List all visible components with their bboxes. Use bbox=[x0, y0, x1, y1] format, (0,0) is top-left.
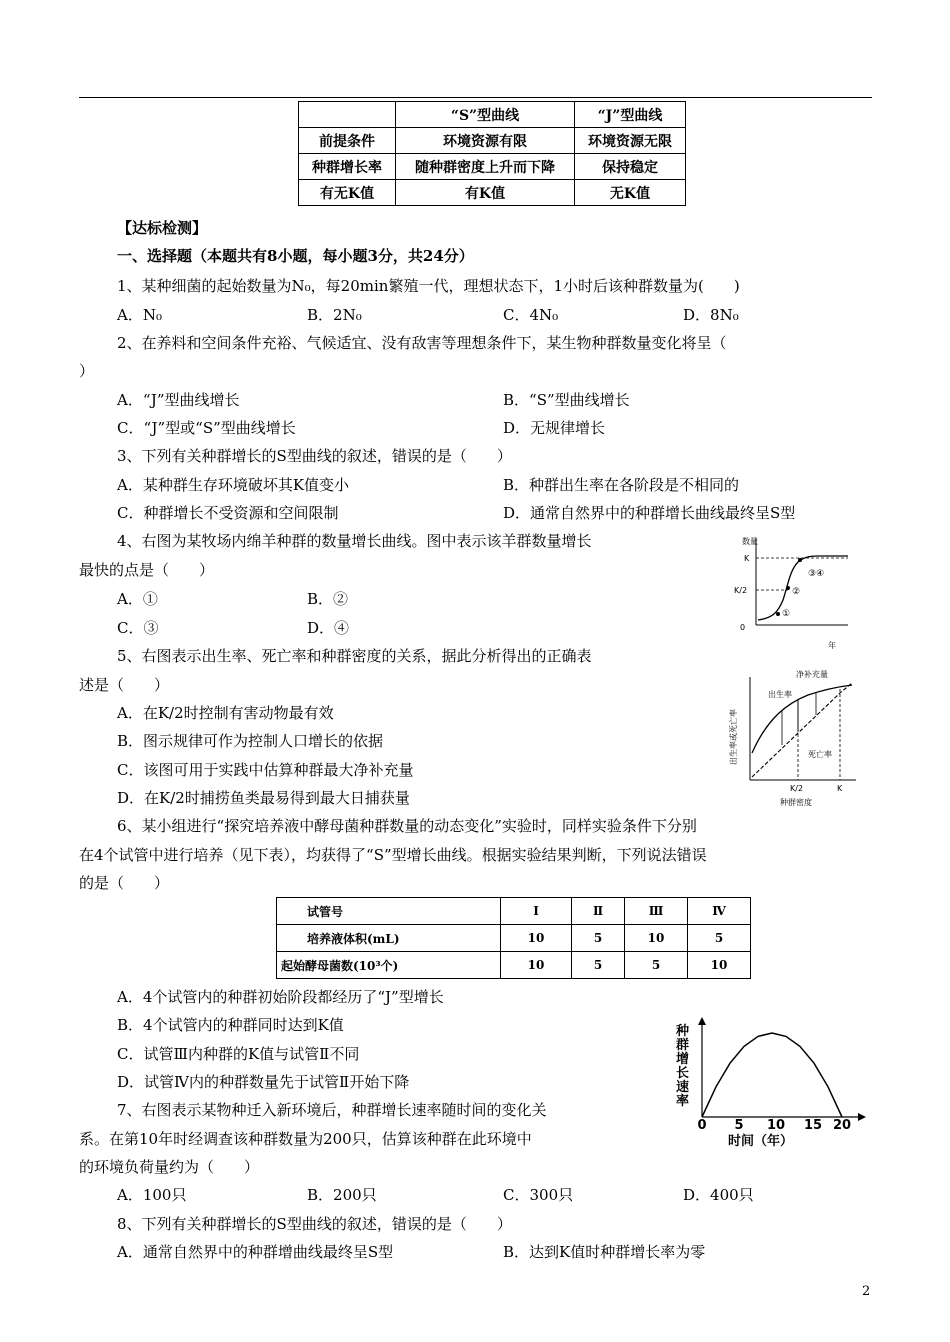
table-cell: 10 bbox=[625, 925, 688, 952]
q7-stem-cont-1: 系。在第10年时经调查该种群数量为200只，估算该种群在此环境中 bbox=[79, 1130, 532, 1148]
q4-option-b: B．② bbox=[307, 590, 349, 608]
q1-option-a: A．N₀ bbox=[117, 306, 162, 324]
table-cell: 随种群密度上升而下降 bbox=[396, 154, 575, 180]
fig4-point-1: ① bbox=[782, 609, 791, 619]
table-cell: “J”型曲线 bbox=[575, 102, 686, 128]
fig4-origin: 0 bbox=[740, 623, 746, 632]
q7-ylabel-char: 率 bbox=[676, 1094, 690, 1109]
fig4-point-2: ② bbox=[792, 587, 801, 597]
q7-tick-20: 20 bbox=[832, 1118, 852, 1133]
q7-xlabel: 时间（年） bbox=[728, 1134, 794, 1149]
q7-tick-10: 10 bbox=[766, 1118, 786, 1133]
section-title: 【达标检测】 bbox=[117, 219, 208, 237]
q1-option-d: D．8N₀ bbox=[683, 306, 739, 324]
q7-growth-rate-figure bbox=[668, 1015, 868, 1154]
table-cell: Ⅲ bbox=[625, 898, 688, 925]
table-cell: “S”型曲线 bbox=[396, 102, 575, 128]
table-cell: 10 bbox=[501, 952, 572, 979]
fig5-death-label: 死亡率 bbox=[808, 750, 832, 759]
q7-option-b: B．200只 bbox=[307, 1186, 377, 1204]
header-rule bbox=[79, 97, 872, 98]
table-cell: Ⅱ bbox=[572, 898, 625, 925]
q2-stem-cont: ） bbox=[79, 362, 95, 380]
fig4-ylabel: 数量 bbox=[742, 537, 758, 546]
yeast-table bbox=[276, 897, 751, 979]
table-cell: 有无K值 bbox=[299, 180, 396, 206]
q5-option-a: A．在K/2时控制有害动物最有效 bbox=[117, 704, 334, 722]
q5-option-c: C．该图可用于实践中估算种群最大净补充量 bbox=[117, 761, 414, 779]
q2-option-d: D．无规律增长 bbox=[503, 419, 606, 437]
table-cell: Ⅳ bbox=[688, 898, 751, 925]
q1-option-b: B．2N₀ bbox=[307, 306, 362, 324]
q3-option-d: D．通常自然界中的种群增长曲线最终呈S型 bbox=[503, 504, 796, 522]
q6-option-a: A．4个试管内的种群初始阶段都经历了“J”型增长 bbox=[117, 988, 444, 1006]
q8-option-b: B．达到K值时种群增长率为零 bbox=[503, 1243, 706, 1261]
q3-option-c: C．种群增长不受资源和空间限制 bbox=[117, 504, 339, 522]
table-row bbox=[277, 925, 751, 952]
q7-ylabel-char: 长 bbox=[676, 1066, 690, 1081]
q6-stem-cont-1: 在4个试管中进行培养（见下表），均获得了“S”型增长曲线。根据实验结果判断，下列说法错误 bbox=[79, 846, 707, 864]
q7-ylabel-char: 种 bbox=[676, 1024, 690, 1039]
table-cell: Ⅰ bbox=[501, 898, 572, 925]
q7-option-a: A．100只 bbox=[117, 1186, 187, 1204]
q1-stem: 1、某种细菌的起始数量为N₀，每20min繁殖一代，理想状态下，1小时后该种群数量为( ) bbox=[117, 277, 740, 295]
q7-tick-0: 0 bbox=[697, 1118, 707, 1133]
q4-growth-curve-figure bbox=[728, 530, 858, 659]
q3-option-a: A．某种群生存环境破坏其K值变小 bbox=[117, 476, 350, 494]
fig4-k-label: K bbox=[744, 554, 750, 563]
table-cell: 5 bbox=[572, 925, 625, 952]
q4-option-d: D．④ bbox=[307, 619, 350, 637]
table-row bbox=[277, 898, 751, 925]
q5-option-b: B．图示规律可作为控制人口增长的依据 bbox=[117, 732, 384, 750]
table-cell: 环境资源有限 bbox=[396, 128, 575, 154]
q7-ylabel-char: 速 bbox=[676, 1080, 690, 1095]
fig5-net-label: 净补充量 bbox=[796, 670, 828, 679]
table-row bbox=[299, 180, 686, 206]
table-cell: 种群增长率 bbox=[299, 154, 396, 180]
table-cell: 前提条件 bbox=[299, 128, 396, 154]
q4-stem: 4、右图为某牧场内绵羊种群的数量增长曲线。图中表示该羊群数量增长 bbox=[117, 532, 592, 550]
q7-rate-curve bbox=[702, 1033, 842, 1117]
q4-option-a: A．① bbox=[117, 590, 158, 608]
table-row bbox=[277, 952, 751, 979]
q5-option-d: D．在K/2时捕捞鱼类最易得到最大日捕获量 bbox=[117, 789, 410, 807]
table-cell: 培养液体积(mL) bbox=[277, 925, 501, 952]
table-cell: 有K值 bbox=[396, 180, 575, 206]
fig4-xlabel: 年 bbox=[828, 641, 836, 650]
table-row bbox=[299, 154, 686, 180]
q3-option-b: B．种群出生率在各阶段是不相同的 bbox=[503, 476, 740, 494]
q2-stem: 2、在养料和空间条件充裕、气候适宜、没有敌害等理想条件下，某生物种群数量变化将呈（ bbox=[117, 334, 727, 352]
fig4-point-34: ③④ bbox=[808, 569, 825, 579]
q2-option-c: C．“J”型或“S”型曲线增长 bbox=[117, 419, 296, 437]
q8-stem: 8、下列有关种群增长的S型曲线的叙述，错误的是（ ） bbox=[117, 1215, 512, 1233]
q2-option-a: A．“J”型曲线增长 bbox=[117, 391, 240, 409]
q4-stem-cont: 最快的点是（ ） bbox=[79, 561, 215, 579]
part-title: 一、选择题（本题共有8小题，每小题3分，共24分） bbox=[117, 247, 474, 265]
table-cell: 5 bbox=[688, 925, 751, 952]
table-cell: 10 bbox=[688, 952, 751, 979]
page-number: 2 bbox=[862, 1284, 871, 1299]
table-row bbox=[299, 128, 686, 154]
fig5-xlabel: 种群密度 bbox=[780, 798, 812, 807]
q6-option-c: C．试管Ⅲ内种群的K值与试管Ⅱ不同 bbox=[117, 1045, 360, 1063]
table-cell: 5 bbox=[572, 952, 625, 979]
table-cell: 保持稳定 bbox=[575, 154, 686, 180]
q4-option-c: C．③ bbox=[117, 619, 159, 637]
q7-ylabel-char: 群 bbox=[676, 1038, 690, 1053]
q6-option-b: B．4个试管内的种群同时达到K值 bbox=[117, 1016, 344, 1034]
q7-tick-5: 5 bbox=[734, 1118, 744, 1133]
table-cell: 起始酵母菌数(10³个) bbox=[277, 952, 501, 979]
q2-option-b: B．“S”型曲线增长 bbox=[503, 391, 630, 409]
table-row bbox=[299, 102, 686, 128]
q6-stem: 6、某小组进行“探究培养液中酵母菌种群数量的动态变化”实验时，同样实验条件下分别 bbox=[117, 817, 697, 835]
table-cell: 5 bbox=[625, 952, 688, 979]
q7-stem: 7、右图表示某物种迁入新环境后，种群增长速率随时间的变化关 bbox=[117, 1101, 547, 1119]
fig5-birth-label: 出生率 bbox=[768, 690, 792, 699]
table-cell: 10 bbox=[501, 925, 572, 952]
q5-stem: 5、右图表示出生率、死亡率和种群密度的关系，据此分析得出的正确表 bbox=[117, 647, 592, 665]
q3-stem: 3、下列有关种群增长的S型曲线的叙述，错误的是（ ） bbox=[117, 447, 512, 465]
q7-option-d: D．400只 bbox=[683, 1186, 754, 1204]
q7-tick-15: 15 bbox=[803, 1118, 823, 1133]
q5-stem-cont: 述是（ ） bbox=[79, 676, 170, 694]
q5-birth-death-figure bbox=[728, 665, 862, 814]
q7-ylabel bbox=[675, 1023, 690, 1109]
table-cell: 试管号 bbox=[277, 898, 501, 925]
comparison-table bbox=[298, 101, 686, 206]
q7-ylabel-char: 增 bbox=[676, 1052, 690, 1067]
fig4-k2-label: K/2 bbox=[734, 586, 748, 595]
fig5-ylabel: 出生率或死亡率 bbox=[729, 709, 738, 765]
q7-stem-cont-2: 的环境负荷量约为（ ） bbox=[79, 1158, 260, 1176]
table-cell bbox=[299, 102, 396, 128]
table-cell: 环境资源无限 bbox=[575, 128, 686, 154]
q6-stem-cont-2: 的是（ ） bbox=[79, 874, 170, 892]
fig5-k2-label: K/2 bbox=[790, 784, 804, 793]
q8-option-a: A．通常自然界中的种群增曲线最终呈S型 bbox=[117, 1243, 394, 1261]
q6-option-d: D．试管Ⅳ内的种群数量先于试管Ⅱ开始下降 bbox=[117, 1073, 410, 1091]
q7-option-c: C．300只 bbox=[503, 1186, 574, 1204]
table-cell: 无K值 bbox=[575, 180, 686, 206]
q1-option-c: C．4N₀ bbox=[503, 306, 559, 324]
fig5-k-label: K bbox=[837, 784, 843, 793]
